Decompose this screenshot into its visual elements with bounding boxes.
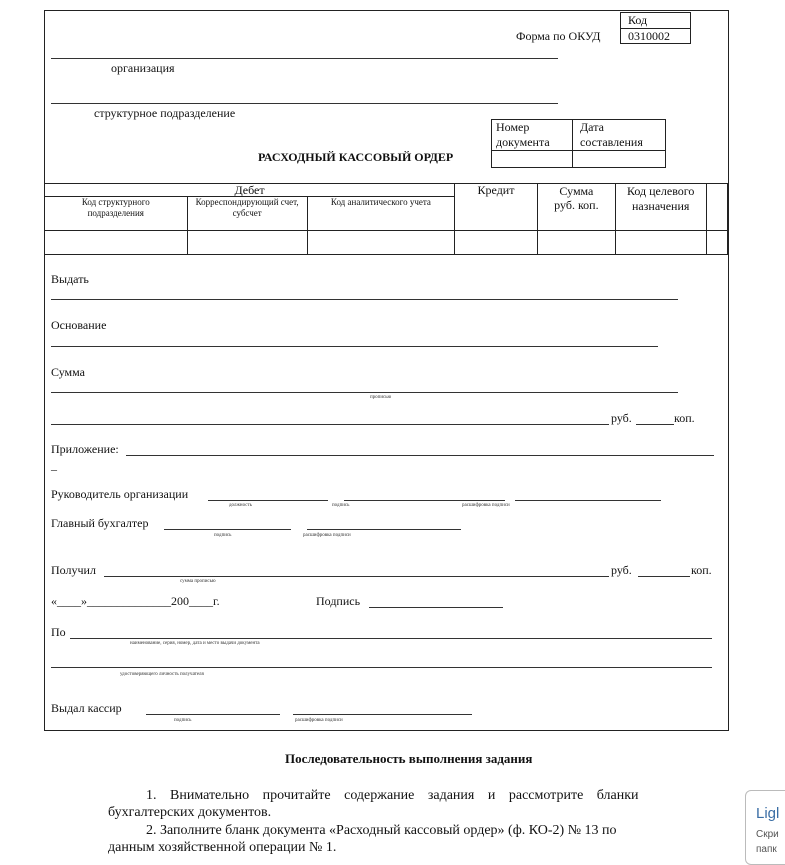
sum-header-label: Сумма руб. коп.	[554, 184, 599, 212]
identity-line[interactable]	[51, 667, 712, 668]
doc-date-label: Дата составления	[580, 120, 643, 149]
credit-cell[interactable]	[455, 231, 538, 255]
director-decoding-line[interactable]	[515, 500, 661, 501]
cashier-label: Выдал кассир	[51, 701, 122, 715]
date-line[interactable]: «____»______________200____г.	[51, 594, 220, 608]
task-step1-line1: 1. Внимательно прочитайте содержание задания и рассмотрите бланки	[146, 788, 639, 803]
chief-decoding-line[interactable]	[307, 529, 461, 530]
purpose-cell[interactable]	[615, 231, 706, 255]
struct-code-header: Код структурного подразделения	[45, 197, 188, 231]
director-position-caption: должность	[229, 503, 252, 508]
basis-label: Основание	[51, 318, 107, 332]
received-line[interactable]	[104, 576, 609, 577]
analytic-code-header: Код аналитического учета	[307, 197, 454, 231]
director-signature-caption: подпись	[332, 503, 350, 508]
received-label: Получил	[51, 563, 96, 577]
cashier-signature-line[interactable]	[146, 714, 280, 715]
corr-account-cell[interactable]	[187, 231, 307, 255]
debit-header: Дебет	[45, 184, 455, 197]
amount-line-1[interactable]	[51, 392, 678, 393]
okud-code-label: Код	[628, 13, 648, 27]
doc-number-label: Номер документа	[496, 120, 550, 149]
issue-label: Выдать	[51, 272, 89, 286]
chief-signature-line[interactable]	[164, 529, 291, 530]
subdivision-caption: структурное подразделение	[94, 106, 236, 120]
chief-signature-caption: подпись	[214, 533, 232, 538]
amount-rub: руб.	[611, 411, 632, 425]
by-label: По	[51, 625, 66, 639]
task-step1-line2: бухгалтерских документов.	[108, 805, 272, 820]
received-rub: руб.	[611, 563, 632, 577]
attachment-line[interactable]	[126, 455, 714, 456]
side-panel-line-1: Скри	[756, 829, 779, 840]
purpose-header-label: Код целевого назначения	[626, 184, 695, 213]
subdivision-line[interactable]	[51, 103, 558, 104]
cashier-decoding-caption: расшифровка подписи	[295, 718, 343, 723]
corr-account-header: Корреспондирующий счет, субсчет	[187, 197, 307, 231]
doc-date-cell[interactable]	[572, 150, 666, 168]
organization-caption: организация	[111, 61, 175, 75]
task-step2-line1: 2. Заполните бланк документа «Расходный кассовый ордер» (ф. КО-2) № 13 по	[146, 823, 617, 838]
attachment-label: Приложение:	[51, 442, 119, 456]
side-notification-panel[interactable]	[745, 790, 785, 865]
analytic-code-cell[interactable]	[307, 231, 454, 255]
basis-line[interactable]	[51, 346, 658, 347]
director-label: Руководитель организации	[51, 487, 189, 501]
cashier-signature-caption: подпись	[174, 718, 192, 723]
in-words-caption: прописью	[370, 395, 392, 400]
identity-caption: удостоверяющего личность получателя	[120, 672, 204, 677]
okud-code-value: 0310002	[628, 29, 670, 43]
chief-decoding-caption: расшифровка подписи	[303, 533, 351, 538]
received-kop: коп.	[691, 563, 712, 577]
cashier-decoding-line[interactable]	[293, 714, 472, 715]
purpose-header	[615, 184, 706, 231]
task-step2-line2: данным хозяйственной операции № 1.	[108, 840, 337, 855]
accounting-table	[44, 183, 728, 255]
form-title: РАСХОДНЫЙ КАССОВЫЙ ОРДЕР	[258, 150, 454, 164]
task-heading: Последовательность выполнения задания	[285, 751, 533, 766]
issue-line[interactable]	[51, 299, 678, 300]
attachment-dash: –	[51, 462, 57, 476]
doc-number-cell[interactable]	[491, 150, 573, 168]
struct-code-cell[interactable]	[45, 231, 188, 255]
signature-label: Подпись	[316, 594, 361, 608]
chief-accountant-label: Главный бухгалтер	[51, 516, 149, 530]
amount-in-words-caption: сумма прописью	[180, 579, 216, 584]
okud-label: Форма по ОКУД	[516, 29, 601, 43]
received-kop-line[interactable]	[638, 576, 690, 577]
amount-kop-line[interactable]	[636, 424, 674, 425]
amount-label: Сумма	[51, 365, 85, 379]
amount-line-2[interactable]	[51, 424, 609, 425]
extra-cell[interactable]	[706, 231, 728, 255]
amount-kop: коп.	[674, 411, 695, 425]
sum-header	[537, 184, 615, 231]
organization-line[interactable]	[51, 58, 558, 59]
director-position-line[interactable]	[208, 500, 328, 501]
sum-cell[interactable]	[537, 231, 615, 255]
document-line[interactable]	[70, 638, 712, 639]
director-decoding-caption: расшифровка подписи	[462, 503, 510, 508]
credit-header: Кредит	[455, 184, 538, 231]
side-panel-title: Ligl	[756, 805, 780, 822]
extra-header	[706, 184, 728, 231]
director-signature-line[interactable]	[344, 500, 505, 501]
document-caption: наименование, серия, номер, дата и место выдачи документа	[130, 641, 260, 646]
side-panel-line-2: папк	[756, 844, 777, 855]
received-signature-line[interactable]	[369, 607, 503, 608]
